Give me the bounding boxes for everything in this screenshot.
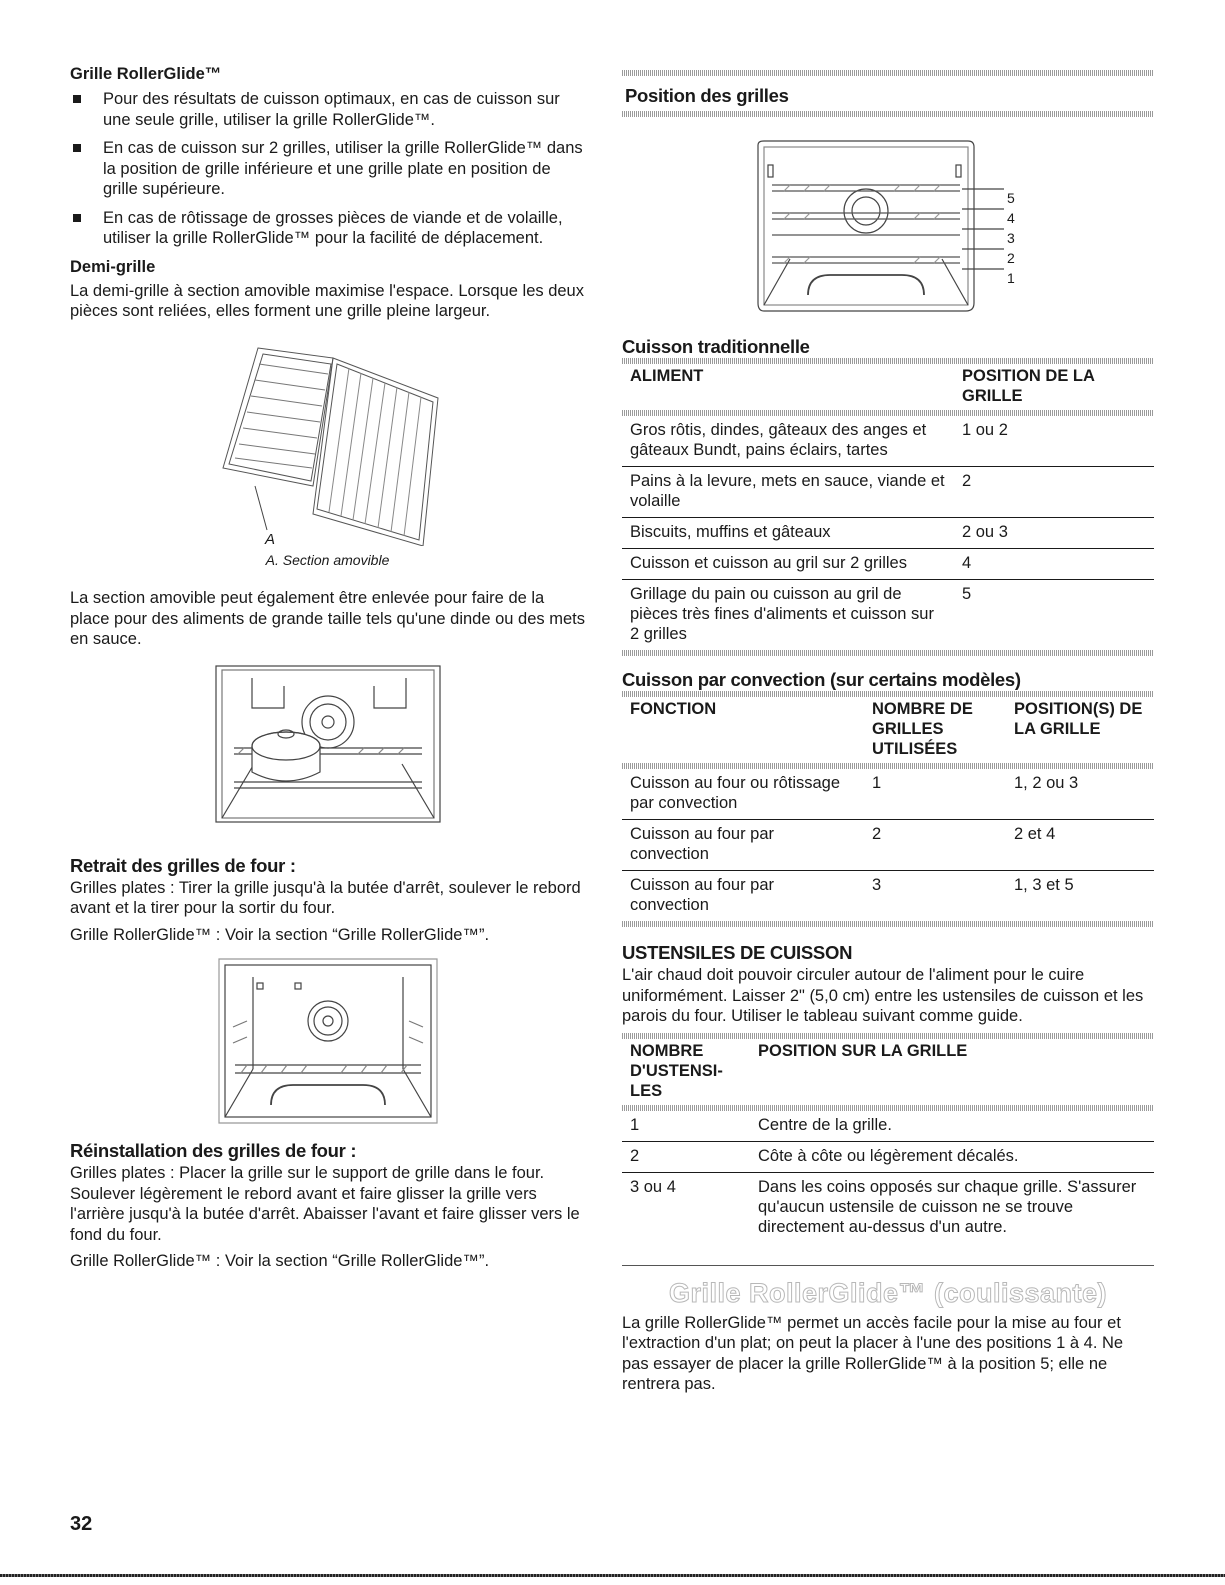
cell-nombre: 3 xyxy=(872,876,882,894)
rack-label-4: 4 xyxy=(1007,210,1015,226)
cell-position: Centre de la grille. xyxy=(750,1111,1154,1142)
bullet-square-icon xyxy=(73,214,81,222)
reinstall-heading: Réinstallation des grilles de four : xyxy=(70,1140,357,1161)
table-row xyxy=(622,1172,1154,1243)
cell-fonction: Cuisson au four par convection xyxy=(622,820,864,871)
table-header-row xyxy=(622,1039,1154,1105)
table-row xyxy=(622,580,1154,651)
rack-label-3: 3 xyxy=(1007,230,1015,246)
retrait-text: Grilles plates : Tirer la grille jusqu'à la butée d'arrêt, soulever le rebord avant et la tirer pour la sortir du four. xyxy=(70,878,581,917)
rollerglide-bullets xyxy=(70,89,585,249)
col-header-nombre: NOMBRE DE GRILLES UTILISÉES xyxy=(872,700,973,758)
cell-aliment: Grillage du pain ou cuisson au gril de pièces très fines d'aliments et cuisson sur 2 grilles xyxy=(630,585,934,643)
col-header-aliment: ALIMENT xyxy=(630,367,704,385)
rack-label-2: 2 xyxy=(1007,250,1015,266)
cell-positions: 2 et 4 xyxy=(1006,820,1154,871)
half-rack-illustration xyxy=(203,336,453,546)
cell-fonction: Cuisson au four ou rôtissage par convection xyxy=(622,769,864,820)
col-header-nombre-ustensiles: NOMBRE D'USTENSI-LES xyxy=(630,1041,723,1100)
table-row xyxy=(622,518,1154,549)
traditional-table xyxy=(622,364,1154,650)
traditional-heading: Cuisson traditionnelle xyxy=(622,336,810,357)
reinstall-rollerglide-text: Grille RollerGlide™ : Voir la section “Grille RollerGlide™”. xyxy=(70,1252,490,1270)
cell-position: Côte à côte ou légèrement décalés. xyxy=(750,1141,1154,1172)
bottom-rule xyxy=(0,1574,1225,1577)
cell-aliment: Biscuits, muffins et gâteaux xyxy=(622,518,954,549)
table-header-row xyxy=(622,697,1154,763)
list-item: En cas de rôtissage de grosses pièces de viande et de volaille, utiliser la grille RollerGlide™ pour la facilité de déplacement. xyxy=(70,208,585,249)
cell-nombre: 1 xyxy=(622,1111,750,1142)
cell-aliment: Cuisson et cuisson au gril sur 2 grilles xyxy=(622,549,954,580)
hatch-rule xyxy=(622,111,1154,117)
hatch-rule xyxy=(622,70,1154,76)
ustensiles-table xyxy=(622,1039,1154,1243)
bullet-square-icon xyxy=(73,95,81,103)
table-row xyxy=(622,549,1154,580)
left-column xyxy=(70,64,585,1272)
retrait-rollerglide-text: Grille RollerGlide™ : Voir la section “Grille RollerGlide™”. xyxy=(70,925,490,944)
section-divider xyxy=(622,1265,1154,1266)
cell-position: 2 ou 3 xyxy=(954,518,1154,549)
table-row xyxy=(622,1141,1154,1172)
oven-roaster-illustration xyxy=(214,664,442,824)
rack-label-1: 1 xyxy=(1007,270,1015,286)
cell-aliment: Gros rôtis, dindes, gâteaux des anges et gâteaux Bundt, pains éclairs, tartes xyxy=(622,416,954,467)
hatch-rule xyxy=(622,650,1154,656)
cell-position: 5 xyxy=(962,585,972,603)
list-item: En cas de cuisson sur 2 grilles, utiliser la grille RollerGlide™ dans la position de grille inférieure et une grille plate en position de grille supérieure. xyxy=(70,138,585,200)
rollerglide-section-title: Grille RollerGlide™ (coulissante) xyxy=(668,1277,1108,1308)
half-rack-caption: A. Section amovible xyxy=(265,551,390,568)
convection-table xyxy=(622,697,1154,921)
bullet-square-icon xyxy=(73,144,81,152)
table-row xyxy=(622,1111,1154,1142)
convection-heading: Cuisson par convection (sur certains modèles) xyxy=(622,669,1021,690)
removable-section-text: La section amovible peut également être enlevée pour faire de la place pour des aliments de grande taille tels qu'une dinde ou des mets en sauce. xyxy=(70,589,585,648)
cell-aliment: Pains à la levure, mets en sauce, viande et volaille xyxy=(622,467,954,518)
cell-positions: 1, 2 ou 3 xyxy=(1006,769,1154,820)
cell-nombre: 3 ou 4 xyxy=(630,1177,676,1196)
cell-nombre: 2 xyxy=(864,820,1006,871)
col-header-position-grille: POSITION SUR LA GRILLE xyxy=(758,1041,968,1060)
retrait-heading: Retrait des grilles de four : xyxy=(70,854,296,876)
cell-position: Dans les coins opposés sur chaque grille. S'assurer qu'aucun ustensile de cuisson ne se trouve directement au-dessus d'un autre. xyxy=(758,1177,1137,1236)
col-header-fonction: FONCTION xyxy=(630,700,717,718)
oven-rack-illustration xyxy=(213,957,443,1125)
right-column xyxy=(622,70,1154,1395)
table-row xyxy=(622,820,1154,871)
cell-position: 1 ou 2 xyxy=(954,416,1154,467)
col-header-position: POSITION DE LA GRILLE xyxy=(962,367,1095,405)
rack-label-5: 5 xyxy=(1007,190,1015,206)
rollerglide-heading: Grille RollerGlide™ xyxy=(70,65,222,83)
table-row xyxy=(622,769,1154,820)
hatch-rule xyxy=(622,921,1154,927)
demi-grille-heading: Demi-grille xyxy=(70,257,156,276)
page-number: 32 xyxy=(70,1513,93,1535)
ustensiles-text: L'air chaud doit pouvoir circuler autour de l'aliment pour le cuire uniformément. Laisser 2" (5,0 cm) entre les ustensiles de cuisson et les parois du four. Utiliser le tableau suivant comme guide. xyxy=(622,966,1144,1025)
figure-label-a: A xyxy=(264,530,275,546)
ustensiles-heading: USTENSILES DE CUISSON xyxy=(622,942,853,963)
rack-position-figure xyxy=(622,139,1154,329)
col-header-positions: POSITION(S) DE LA GRILLE xyxy=(1014,700,1143,738)
table-row xyxy=(622,416,1154,467)
rollerglide-section-text: La grille RollerGlide™ permet un accès facile pour la mise au four et l'extraction d'un plat; on peut la placer à l'une des positions 1 à 4. Ne pas essayer de placer la grille RollerGlide™ à la position 5; elle ne rentrera pas. xyxy=(622,1313,1124,1393)
list-item: Pour des résultats de cuisson optimaux, en cas de cuisson sur une seule grille, utiliser la grille RollerGlide™. xyxy=(70,89,585,130)
cell-fonction: Cuisson au four par convection xyxy=(630,876,774,914)
rack-positions-illustration xyxy=(750,139,1010,314)
reinstall-text: Grilles plates : Placer la grille sur le support de grille dans le four. Soulever légèrement le rebord avant et faire glisser la grille vers l'arrière jusqu'à la butée d'arrêt. Abaisser l'avant et faire glisser vers le fond du four. xyxy=(70,1164,580,1244)
cell-position: 4 xyxy=(954,549,1154,580)
table-row xyxy=(622,871,1154,922)
cell-position: 2 xyxy=(954,467,1154,518)
cell-positions: 1, 3 et 5 xyxy=(1014,876,1074,894)
table-row xyxy=(622,467,1154,518)
table-header-row xyxy=(622,364,1154,410)
position-heading: Position des grilles xyxy=(625,85,789,106)
cell-nombre: 2 xyxy=(622,1141,750,1172)
cell-nombre: 1 xyxy=(864,769,1006,820)
demi-grille-text: La demi-grille à section amovible maximise l'espace. Lorsque les deux pièces sont reliées, elles forment une grille pleine largeur. xyxy=(70,281,584,320)
